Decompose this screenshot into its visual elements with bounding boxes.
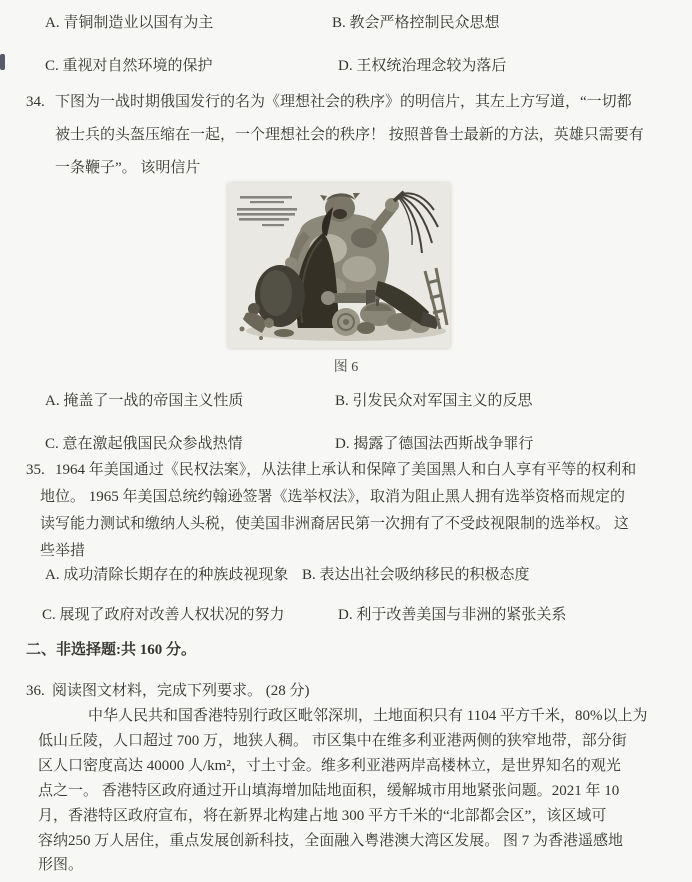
section-heading: 二、非选择题:共 160 分。 <box>26 642 196 658</box>
option-c: C. 意在激起俄国民众参战热情 <box>45 436 243 452</box>
question-title: 阅读图文材料，完成下列要求。 (28 分) <box>52 683 310 699</box>
postcard-cartoon <box>228 183 450 348</box>
option-c: C. 展现了政府对改善人权状况的努力 <box>42 607 285 623</box>
question-line: 被士兵的头盔压缩在一起，一个理想社会的秩序！ 按照普鲁士最新的方法，英雄只需要有 <box>55 127 644 143</box>
question-line: 1964 年美国通过《民权法案》，从法律上承认和保障了美国黑人和白人享有平等的权利和 <box>55 462 637 478</box>
option-b: B. 表达出社会吸纳移民的积极态度 <box>302 567 530 583</box>
option-d: D. 利于改善美国与非洲的紧张关系 <box>338 607 567 623</box>
question-number: 34. <box>26 94 45 110</box>
shell-highlight <box>260 270 292 316</box>
paragraph-line: 低山丘陵，人口超过 700 万，地狭人稠。 市区集中在维多利亚港两侧的狭窄地带，部分街 <box>38 733 627 749</box>
ogre-mouth <box>333 209 347 219</box>
scan-artifact <box>0 54 5 70</box>
option-b: B. 教会严格控制民众思想 <box>332 15 500 31</box>
option-d: D. 揭露了德国法西斯战争罪行 <box>335 436 534 452</box>
paragraph-line: 形图。 <box>38 857 84 873</box>
question-line: 地位。 1965 年美国总统约翰逊签署《选举权法》，取消为阻止黑人拥有选举资格而规定的 <box>40 489 626 505</box>
option-b: B. 引发民众对军国主义的反思 <box>335 393 533 409</box>
option-a: A. 掩盖了一战的帝国主义性质 <box>45 393 244 409</box>
paragraph-line: 点之一。 香港特区政府通过开山填海增加陆地面积，缓解城市用地紧张问题。2021 年 10 <box>38 783 620 799</box>
question-number: 35. <box>26 462 45 478</box>
paragraph-line: 区人口密度高达 40000 人/km²，寸土寸金。维多利亚港两岸高楼林立，是世界知名的观光 <box>38 758 621 774</box>
question-line: 下图为一战时期俄国发行的名为《理想社会的秩序》的明信片，其左上方写道，“一切都 <box>55 94 632 110</box>
question-line: 一条鞭子”。 该明信片 <box>55 160 201 176</box>
paragraph-line: 中华人民共和国香港特别行政区毗邻深圳，土地面积只有 1104 平方千米，80%以上为 <box>88 708 648 724</box>
option-a: A. 青铜制造业以国有为主 <box>45 15 214 31</box>
drum-wheel <box>332 308 360 336</box>
question-number: 36. <box>26 683 45 699</box>
option-d: D. 王权统治理念较为落后 <box>338 58 507 74</box>
paragraph-line: 容纳250 万人居住，重点发展创新科技，全面融入粤港澳大湾区发展。 图 7 为香港遥感地 <box>38 833 624 849</box>
option-c: C. 重视对自然环境的保护 <box>45 58 213 74</box>
figure-caption: 图 6 <box>333 360 359 375</box>
paragraph-line: 月，香港特区政府宣布，将在新界北构建占地 300 平方千米的“北部都会区”，该区域可 <box>38 808 607 824</box>
question-line: 读写能力测试和缴纳人头税，使美国非洲裔居民第一次拥有了不受歧视限制的选举权。 这 <box>40 516 629 532</box>
figure-6-image <box>228 183 450 348</box>
question-line: 些举措 <box>40 543 86 559</box>
option-a: A. 成功清除长期存在的种族歧视现象 <box>45 567 289 583</box>
